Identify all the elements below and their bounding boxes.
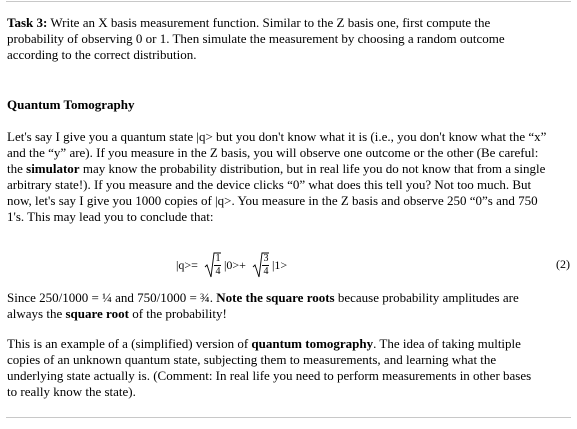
task3-line-3: according to the correct distribution. (7, 47, 197, 62)
task3-paragraph (7, 15, 572, 63)
para3-line-2: copies of an unknown quantum state, subjecting them to measurements, and learning what the (7, 352, 497, 367)
term1-denominator: 4 (215, 266, 221, 277)
para3-line-1 (7, 336, 572, 352)
para2-line-2-post: of the probability! (128, 306, 227, 321)
para3-line-3: underlying state actually is. (Comment: In real life you need to perform measurements in other bases (7, 368, 532, 383)
para1-line-2: and the “y” are). If you measure in the Z basis, you will observe one outcome or the other (Be careful: (7, 145, 539, 160)
square-root-note-paragraph (7, 290, 572, 322)
tomography-definition-paragraph (7, 336, 572, 400)
simulator-term: simulator (26, 161, 80, 176)
section-heading: Quantum Tomography (7, 97, 135, 112)
term2-denominator: 4 (263, 266, 269, 277)
para1-line-4: arbitrary state!). If you measure and the device clicks “0” what does this tell you? Not too much. But (7, 177, 532, 192)
ket-one: |1> (272, 258, 288, 272)
para2-line-1 (7, 290, 572, 306)
term2-numerator: 3 (263, 253, 269, 264)
para2-line-2-pre: always the (7, 306, 66, 321)
quantum-tomography-term: quantum tomography (251, 336, 374, 351)
para3-line-1-pre: This is an example of a (simplified) version of (7, 336, 252, 351)
para2-line-2 (7, 306, 572, 322)
task3-line-1 (7, 15, 572, 31)
equation-lhs: |q>= (176, 258, 198, 272)
para2-line-1-post: because probability amplitudes are (334, 290, 519, 305)
ket-zero: |0>+ (224, 258, 246, 272)
para3-line-1-post: . The idea of taking multiple (373, 336, 521, 351)
para1-line-3-pre: the (7, 161, 27, 176)
para3-line-4: to really know the state). (7, 384, 136, 399)
note-square-roots: Note the square roots (216, 290, 335, 305)
bottom-divider (6, 417, 571, 418)
para1-line-1: Let's say I give you a quantum state |q> but you don't know what it is (i.e., you don't know what the “x” (7, 129, 547, 144)
task3-line-2: probability of observing 0 or 1. Then simulate the measurement by choosing a random outcome (7, 31, 505, 46)
para1-line-3 (7, 161, 572, 177)
top-divider (6, 1, 571, 2)
para1-line-5: now, let's say I give you 1000 copies of |q>. You measure in the Z basis and observe 250 “0”s and 750 (7, 193, 538, 208)
tomography-intro-paragraph (7, 129, 572, 225)
term1-numerator: 1 (215, 253, 221, 264)
task3-label: Task 3: (7, 15, 48, 30)
task3-text-1: Write an X basis measurement function. Similar to the Z basis one, first compute the (50, 15, 491, 30)
para1-line-6: 1's. This may lead you to conclude that: (7, 209, 214, 224)
para1-line-3-post: may know the probability distribution, but in real life you do not know that from a single (79, 161, 546, 176)
para2-line-1-pre: Since 250/1000 = ¼ and 750/1000 = ¾. (7, 290, 217, 305)
square-root-term: square root (65, 306, 129, 321)
equation-number: (2) (556, 257, 570, 271)
